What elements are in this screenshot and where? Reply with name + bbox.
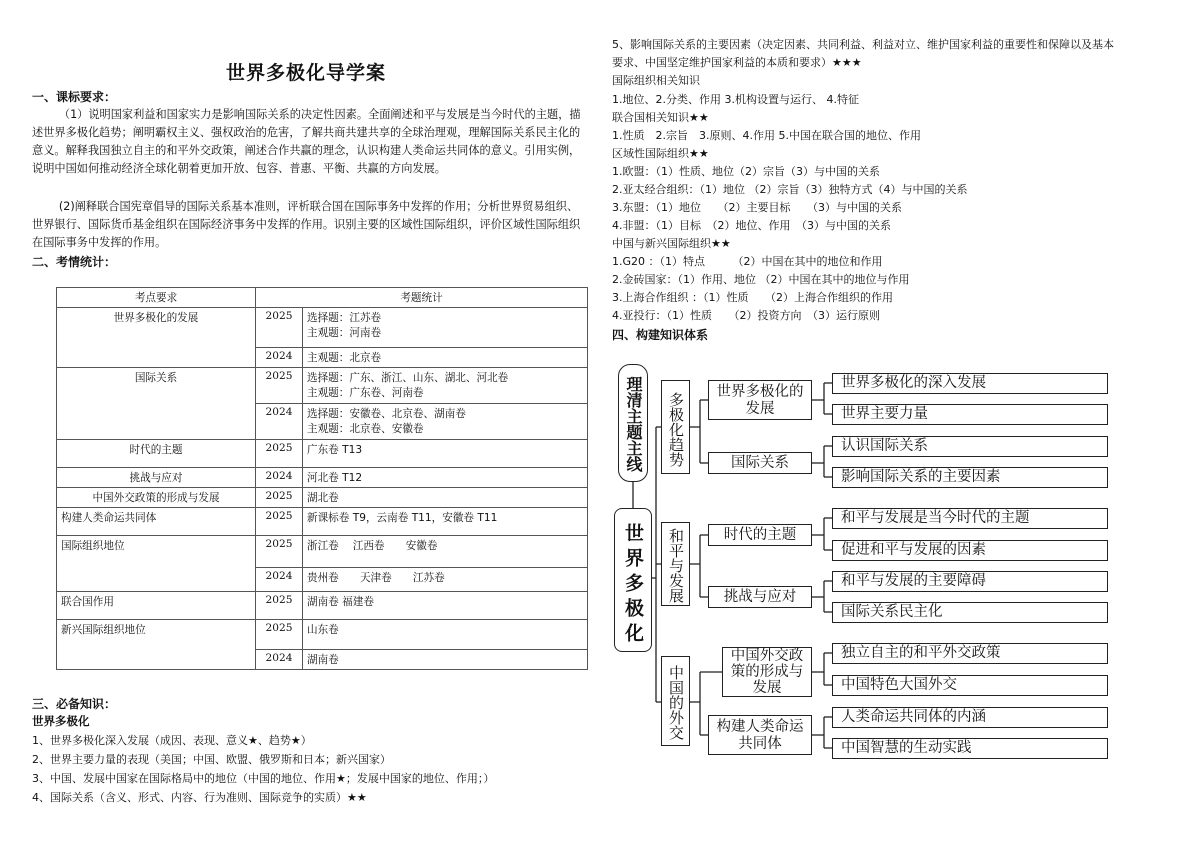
knowledge-line: 1.G20 ：（1）特点 （2）中国在其中的地位和作用 — [612, 255, 883, 268]
table-cell-stats — [303, 308, 588, 348]
stats-line: 浙江卷 江西卷 安徽卷 — [307, 540, 438, 552]
table-cell-year: 2024 — [256, 568, 303, 592]
stats-line: 主观题：广东卷、河南卷 — [307, 387, 424, 399]
stats-line: 河北卷 T12 — [307, 472, 363, 484]
knowledge-line: 4.亚投行：（1）性质 （2）投资方向 （3）运行原则 — [612, 309, 880, 322]
section-4-heading: 四、构建知识体系 — [612, 328, 709, 342]
sub-multipolar-development: 世界多极化的发展 — [708, 380, 812, 420]
table-row — [57, 508, 588, 536]
stats-line: 湖北卷 — [307, 492, 339, 504]
table-cell-stats — [303, 568, 588, 592]
leaf-node: 国际关系民主化 — [832, 602, 1108, 623]
stats-line: 主观题：河南卷 — [307, 327, 382, 339]
knowledge-item: 1、世界多极化深入发展（成因、表现、意义★、趋势★） — [32, 734, 312, 747]
leaf-node: 世界主要力量 — [832, 404, 1108, 425]
stats-line: 新课标卷 T9，云南卷 T11，安徽卷 T11 — [307, 512, 498, 524]
table-cell-stats — [303, 536, 588, 568]
section-1-paragraph-1: （1）说明国家利益和国家实力是影响国际关系的决定性因素。全面阐述和平与发展是当今时代的主题，描述世界多极化趋势；阐明霸权主义、强权政治的危害，了解共商共建共享的全球治理观，理解国际关系民主化的意义。解释我国独立自主的和平外交政策，阐述合作共赢的理念，认识构建人类命运共同体的意义。引用实例，说明中国如何推动经济全球化朝着更加开放、包容、普惠、平衡、共赢的方向发展。 — [32, 108, 581, 175]
section-2-heading: 二、考情统计： — [32, 255, 117, 269]
leaf-node: 影响国际关系的主要因素 — [832, 467, 1108, 488]
knowledge-line: 3.上海合作组织 ：（1）性质 （2）上海合作组织的作用 — [612, 291, 893, 304]
table-row — [57, 440, 588, 468]
stats-line: 选择题：江苏卷 — [307, 312, 382, 324]
knowledge-item: 2、世界主要力量的表现（美国；中国、欧盟、俄罗斯和日本；新兴国家） — [32, 753, 391, 766]
leaf-node: 促进和平与发展的因素 — [832, 540, 1108, 561]
table-row — [57, 468, 588, 488]
table-cell-stats — [303, 620, 588, 650]
table-cell-year: 2025 — [256, 620, 303, 650]
stats-line: 选择题：广东、浙江、山东、湖北、河北卷 — [307, 372, 509, 384]
table-cell-stats — [303, 404, 588, 440]
knowledge-line: 联合国相关知识★★ — [612, 111, 709, 124]
knowledge-line: 要求、中国坚定维护国家利益的本质和要求）★★★ — [612, 56, 862, 69]
table-cell-year: 2024 — [256, 650, 303, 670]
table-cell-year: 2025 — [256, 508, 303, 536]
table-cell-stats — [303, 368, 588, 404]
knowledge-line: 3.东盟：（1）地位 （2）主要目标 （3）与中国的关系 — [612, 201, 902, 214]
table-cell-year: 2024 — [256, 468, 303, 488]
table-row — [57, 308, 588, 348]
table-row — [57, 488, 588, 508]
sub-international-relations: 国际关系 — [708, 452, 812, 474]
knowledge-mind-map — [612, 362, 1112, 772]
table-cell-year: 2024 — [256, 404, 303, 440]
table-cell-stats — [303, 508, 588, 536]
table-cell-year: 2025 — [256, 308, 303, 348]
table-row — [57, 368, 588, 404]
table-cell-point: 挑战与应对 — [57, 468, 256, 488]
stats-line: 选择题：安徽卷、北京卷、湖南卷 — [307, 408, 466, 420]
knowledge-line: 2.亚太经合组织：（1）地位 （2）宗旨（3）独特方式（4）与中国的关系 — [612, 183, 968, 196]
knowledge-item: 3、中国、发展中国家在国际格局中的地位（中国的地位、作用★；发展中国家的地位、作用；） — [32, 772, 495, 785]
exam-stats-table — [56, 287, 588, 670]
stats-line: 主观题：北京卷、安徽卷 — [307, 423, 424, 435]
page-title: 世界多极化导学案 — [226, 62, 387, 84]
table-cell-point: 新兴国际组织地位 — [57, 620, 256, 670]
knowledge-line: 1.性质 2.宗旨 3.原则、4.作用 5.中国在联合国的地位、作用 — [612, 129, 921, 142]
table-cell-year: 2025 — [256, 488, 303, 508]
table-cell-point: 国际组织地位 — [57, 536, 256, 592]
branch-multipolar: 多极化趋势 — [661, 380, 690, 474]
table-cell-year: 2025 — [256, 592, 303, 620]
sub-shared-future: 构建人类命运共同体 — [708, 715, 812, 755]
stats-line: 湖南卷 福建卷 — [307, 596, 374, 608]
table-header-point: 考点要求 — [57, 288, 256, 308]
leaf-node: 中国智慧的生动实践 — [832, 738, 1108, 759]
table-cell-stats — [303, 488, 588, 508]
table-header-row — [57, 288, 588, 308]
branch-peace-development: 和平与发展 — [661, 522, 690, 606]
table-cell-stats — [303, 440, 588, 468]
stats-line: 广东卷 T13 — [307, 444, 363, 456]
table-cell-year: 2024 — [256, 348, 303, 368]
leaf-node: 和平与发展是当今时代的主题 — [832, 508, 1108, 529]
knowledge-line: 5、影响国际关系的主要因素（决定因素、共同利益、利益对立、维护国家利益的重要性和保障以及基本 — [612, 38, 1114, 51]
table-cell-year: 2025 — [256, 536, 303, 568]
table-cell-point: 构建人类命运共同体 — [57, 508, 256, 536]
sub-diplomatic-policy: 中国外交政策的形成与发展 — [722, 647, 812, 697]
knowledge-line: 区域性国际组织★★ — [612, 147, 709, 160]
exam-stats-body — [57, 308, 588, 670]
stats-line: 山东卷 — [307, 624, 339, 636]
knowledge-line: 2.金砖国家：（1）作用、地位 （2）中国在其中的地位与作用 — [612, 273, 910, 286]
knowledge-item: 4、国际关系（含义、形式、内容、行为准则、国际竞争的实质）★★ — [32, 791, 367, 804]
mind-map-root: 世界多极化 — [614, 508, 652, 652]
table-row — [57, 536, 588, 568]
section-3-heading: 三、必备知识： — [32, 697, 117, 711]
knowledge-line: 中国与新兴国际组织★★ — [612, 237, 731, 250]
stats-line: 贵州卷 天津卷 江苏卷 — [307, 572, 445, 584]
table-cell-point: 世界多极化的发展 — [57, 308, 256, 368]
knowledge-line: 国际组织相关知识 — [612, 74, 700, 87]
section-1-paragraph-2: (2)阐释联合国宪章倡导的国际关系基本准则，评析联合国在国际事务中发挥的作用；分析世界贸易组织、世界银行、国际货币基金组织在国际经济事务中发挥的作用。识别主要的区域性国际组织，评价区域性国际组织在国际事务中发挥的作用。 — [32, 200, 581, 249]
leaf-node: 中国特色大国外交 — [832, 675, 1108, 696]
section-3-subheading: 世界多极化 — [32, 714, 90, 728]
table-cell-point: 时代的主题 — [57, 440, 256, 468]
table-header-stats: 考题统计 — [256, 288, 588, 308]
table-cell-point: 联合国作用 — [57, 592, 256, 620]
table-cell-stats — [303, 650, 588, 670]
table-row — [57, 592, 588, 620]
table-cell-stats — [303, 468, 588, 488]
table-cell-stats — [303, 592, 588, 620]
table-cell-point: 中国外交政策的形成与发展 — [57, 488, 256, 508]
leaf-node: 独立自主的和平外交政策 — [832, 643, 1108, 664]
sub-challenges-response: 挑战与应对 — [708, 586, 812, 608]
table-cell-stats — [303, 348, 588, 368]
table-row — [57, 620, 588, 650]
leaf-node: 世界多极化的深入发展 — [832, 373, 1108, 394]
table-cell-year: 2025 — [256, 440, 303, 468]
main-line-callout: 理清主题主线 — [618, 364, 648, 482]
leaf-node: 和平与发展的主要障碍 — [832, 571, 1108, 592]
leaf-node: 人类命运共同体的内涵 — [832, 707, 1108, 728]
branch-china-diplomacy: 中国的外交 — [661, 656, 690, 746]
stats-line: 湖南卷 — [307, 654, 339, 666]
table-cell-point: 国际关系 — [57, 368, 256, 440]
knowledge-line: 1.欧盟：（1）性质、地位（2）宗旨（3）与中国的关系 — [612, 165, 880, 178]
section-1-heading: 一、课标要求： — [32, 90, 117, 104]
knowledge-line: 4.非盟：（1）目标 （2）地位、作用 （3）与中国的关系 — [612, 219, 891, 232]
stats-line: 主观题：北京卷 — [307, 352, 382, 364]
knowledge-line: 1.地位、2.分类、作用 3.机构设置与运行、 4.特征 — [612, 93, 859, 106]
sub-theme-of-era: 时代的主题 — [708, 524, 812, 546]
table-cell-year: 2025 — [256, 368, 303, 404]
leaf-node: 认识国际关系 — [832, 436, 1108, 457]
